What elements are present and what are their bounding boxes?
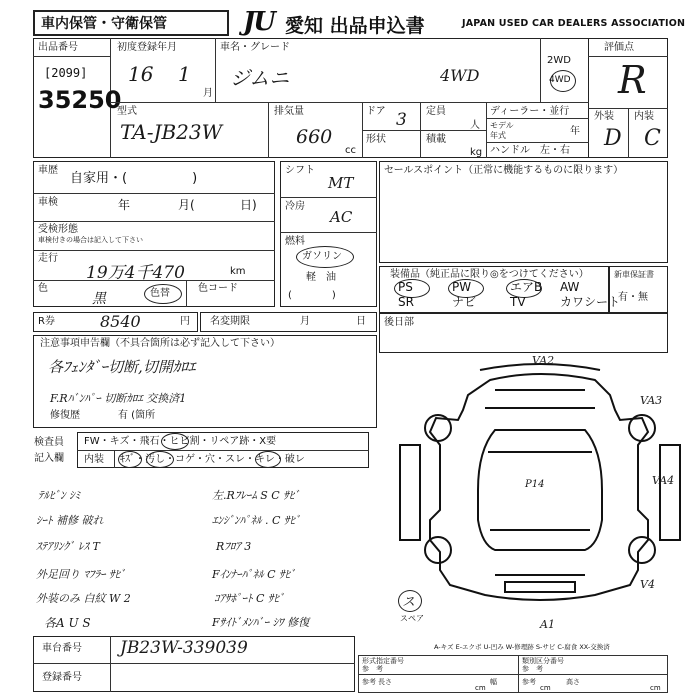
notes-label: 注意事項申告欄（不具合箇所は必ず記入して下さい） — [40, 338, 280, 349]
interior-value: C — [644, 126, 661, 151]
ju-logo: JU — [243, 7, 274, 37]
notes-line1: 各ﾌｪﾝﾀﾞｰ切断,切開ｶﾛｴ — [48, 358, 196, 376]
damage-legend: A-キズ E-エクボ U-凹み W-修理跡 S-サビ C-腐食 XX-交換済 — [434, 643, 610, 651]
class-label-2: 参 考 — [522, 665, 543, 673]
car-grade-value: 4WD — [440, 66, 480, 85]
equipment-item: SR — [398, 295, 414, 309]
hw-note-r3: Rﾌﾛｱ 3 — [216, 540, 252, 553]
hw-note-r4: Fｲﾝﾅｰﾊﾟﾈﾙ C ｻﾋﾞ — [212, 568, 296, 581]
spare-mark: ス — [402, 595, 416, 610]
mark-chip-circle — [161, 433, 189, 450]
height-unit: cm — [650, 684, 661, 692]
registration-month-unit: 月 — [203, 88, 213, 99]
registration-year: 16 — [128, 62, 154, 86]
repair-label: 修復歴 — [50, 410, 80, 421]
shift-label: シフト — [285, 165, 315, 176]
registration-month: 1 — [178, 62, 191, 86]
capacity-unit: 人 — [470, 120, 480, 131]
sales-point-label: セールスポイント（正常に機能するものに限ります） — [384, 165, 624, 176]
displacement-unit: cc — [345, 145, 356, 156]
mileage-value: 19万4千470 — [86, 263, 185, 283]
warranty-label: 新車保証書 — [614, 270, 654, 279]
inspection-month: 月( — [178, 198, 195, 212]
grade-label: 評価点 — [604, 42, 634, 53]
receive-note: 車検付きの場合は記入して下さい — [38, 236, 143, 244]
recycle-label: R券 — [38, 316, 55, 327]
hw-note-r1: 左.Rﾌﾚｰﾑ S C ｻﾋﾞ — [212, 489, 300, 502]
exterior-label: 外装 — [594, 111, 614, 122]
inspection-day: 日) — [240, 198, 257, 212]
equipment-item: AW — [560, 280, 580, 294]
storage-label: 車内保管・守衛保管 — [41, 16, 167, 32]
width-label: 幅 — [490, 678, 497, 686]
drive-4wd-label: 4WD — [549, 75, 571, 85]
length-ref: 参考 — [362, 678, 376, 686]
car-name-label: 車名・グレード — [220, 42, 290, 53]
hw-note-l2: ｼｰﾄ 補修 破れ — [36, 514, 104, 527]
mileage-unit: km — [230, 266, 246, 277]
doors-label: ドア — [366, 106, 386, 117]
lot-bracket-number: [2099] — [44, 66, 88, 80]
recycle-value: 8540 — [100, 312, 141, 331]
aircon-value: AC — [330, 208, 353, 226]
history-label: 車歴 — [38, 165, 58, 176]
sales-point-block — [379, 161, 668, 263]
handle-label: ハンドル — [490, 145, 530, 156]
reg-no-label: 登録番号 — [42, 672, 82, 683]
handle-value: 左・右 — [540, 145, 570, 156]
displacement-value: 660 — [296, 126, 333, 148]
damage-diagram — [380, 340, 690, 640]
model-label: 型式 — [117, 106, 137, 117]
length-unit: cm — [475, 684, 486, 692]
fuel-diesel: 軽 油 — [306, 272, 336, 283]
equipment-item: PW — [452, 280, 472, 294]
diagram-mark-p14: P14 — [525, 479, 545, 490]
shift-value: MT — [328, 174, 354, 192]
color-code-label: 色コード — [198, 283, 238, 294]
chassis-value: JB23W-339039 — [120, 638, 248, 658]
mark-scratch-circle — [118, 451, 142, 468]
fuel-other: ( ) — [288, 290, 336, 301]
model-value: TA-JB23W — [120, 120, 223, 144]
chassis-label: 車台番号 — [42, 643, 82, 654]
length-label: 長さ — [378, 678, 392, 686]
equipment-item: ナビ — [452, 295, 477, 309]
mark-dirt-circle — [146, 451, 174, 468]
equipment-item: カワシート — [560, 295, 621, 309]
exterior-value: D — [604, 126, 622, 151]
dealer-model-label: モデル — [490, 121, 514, 130]
history-value: 自家用・( ) — [70, 171, 198, 186]
hw-note-l4: 外足回り ﾏﾌﾗｰ ｻﾋﾞ — [36, 568, 126, 581]
diagram-mark-va2: VA2 — [532, 354, 555, 367]
hw-note-r5: ｺｱｻﾎﾟｰﾄ C ｻﾋﾞ — [214, 592, 285, 605]
hw-note-r6: Fｻｲﾄﾞﾒﾝﾊﾞｰ ｼﾜ 修復 — [212, 616, 310, 629]
spec-label-2: 参 考 — [362, 665, 383, 673]
mileage-label: 走行 — [38, 253, 58, 264]
lot-number-label: 出品番号 — [38, 42, 78, 53]
association-name: JAPAN USED CAR DEALERS ASSOCIATION — [462, 18, 686, 29]
form-title: 愛知 出品申込書 — [285, 15, 425, 37]
warranty-value: 有・無 — [618, 292, 648, 303]
interior-label: 内装 — [634, 111, 654, 122]
fuel-gas: ガソリン — [302, 251, 342, 262]
hw-note-r2: ｴﾝｼﾞﾝﾊﾟﾈﾙ . C ｻﾋﾞ — [212, 514, 301, 527]
dealer-label: ディーラー・並行 — [490, 106, 570, 117]
inspection-year: 年 — [118, 198, 131, 212]
spec-label-1: 形式指定番号 — [362, 657, 404, 665]
grade-value: R — [618, 58, 647, 102]
transfer-label: 名変期限 — [210, 316, 250, 327]
drive-2wd-label: 2WD — [547, 55, 571, 66]
equipment-label: 装備品（純正品に限り◎をつけてください） — [390, 269, 589, 280]
mark-wear-circle — [255, 451, 281, 468]
inspector-label-2: 記入欄 — [34, 453, 64, 464]
diagram-mark-va3: VA3 — [640, 394, 663, 407]
aircon-label: 冷房 — [285, 201, 305, 212]
inspector-row1: FW・キズ・飛石・ヒビ割・リペア跡・X要 — [84, 436, 277, 447]
hw-note-l3: ｽﾃｱﾘﾝｸﾞ ﾚｽ T — [36, 540, 100, 553]
inspector-row2-label: 内装 — [84, 454, 104, 465]
displacement-label: 排気量 — [274, 106, 304, 117]
fuel-label: 燃料 — [285, 236, 305, 247]
inspector-row2: ｷｽﾞ・汚し・コゲ・穴・スレ・キレ・破レ — [120, 454, 305, 465]
storage-label-box — [33, 10, 229, 36]
diagram-mark-v4: V4 — [640, 578, 655, 591]
car-name-value: ジムニ — [230, 66, 290, 90]
diagram-mark-va4: VA4 — [652, 474, 675, 487]
transfer-day: 日 — [356, 316, 366, 327]
post-install-label: 後日部 — [384, 317, 414, 328]
dealer-year-label: 年式 — [490, 131, 506, 140]
hw-note-l5: 外装のみ 白紋 W 2 — [36, 592, 131, 605]
shape-label: 形状 — [366, 134, 386, 145]
repair-value: 有 (箇所 — [118, 410, 156, 421]
hw-note-l6: 各A U S — [44, 616, 91, 630]
capacity-label: 定員 — [426, 106, 446, 117]
height-label: 高さ — [566, 678, 580, 686]
color-change: 色替 — [150, 288, 170, 299]
recycle-unit: 円 — [180, 316, 190, 327]
color-label: 色 — [38, 283, 48, 294]
registration-label: 初度登録年月 — [117, 42, 177, 53]
load-label: 積載 — [426, 134, 446, 145]
equipment-item: エアB — [510, 280, 543, 294]
lot-number: 35250 — [38, 86, 122, 114]
equipment-item: PS — [398, 280, 413, 294]
color-value: 黒 — [92, 291, 106, 307]
doors-value: 3 — [396, 110, 407, 130]
dealer-model-year-unit: 年 — [570, 126, 580, 137]
notes-line2: F.Rﾊﾞﾝﾊﾟｰ 切断ｶﾛｴ 交換済1 — [50, 392, 187, 405]
inspection-label: 車検 — [38, 197, 58, 208]
equipment-item: TV — [510, 295, 526, 309]
transfer-month: 月 — [300, 316, 310, 327]
receive-label: 受検形態 — [38, 224, 78, 235]
hw-note-l1: ﾃﾙﾋﾞﾝ ｼﾐ — [38, 489, 80, 502]
height-ref: 参考 — [522, 678, 536, 686]
load-unit: kg — [470, 147, 483, 158]
class-label-1: 類別区分番号 — [522, 657, 564, 665]
diagram-mark-a1: A1 — [540, 618, 555, 631]
width-unit: cm — [540, 684, 551, 692]
inspector-label-1: 検査員 — [34, 437, 64, 448]
spare-label: スペア — [400, 614, 424, 623]
